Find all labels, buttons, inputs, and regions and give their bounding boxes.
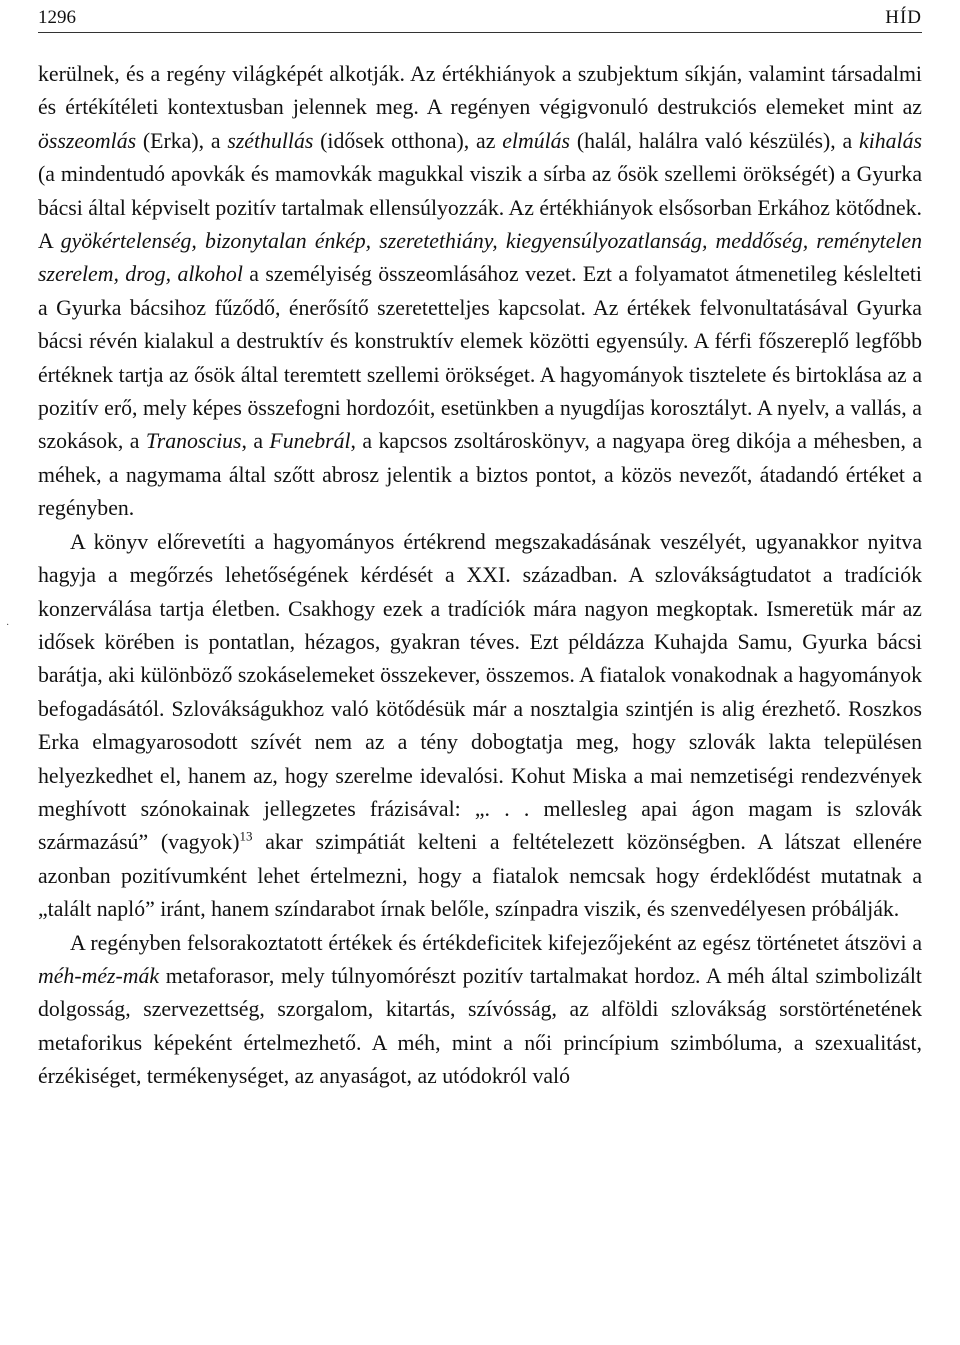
text-run: , a [241, 429, 270, 454]
italic-term: Tranoscius [145, 429, 242, 454]
paragraph-1 [38, 58, 922, 526]
italic-term: elmúlás [502, 128, 571, 153]
text-run: (halál, halálra való készülés), a [570, 128, 860, 153]
text-run: (idősek otthona), az [313, 128, 503, 153]
italic-term: gyökértelenség, bizonytalan énkép, szeretethiány, kiegyensúlyozatlanság, meddőség, reménytelen szerelem, drog, alkohol [38, 229, 922, 287]
text-run: kerülnek, és a regény világképét alkotják. Az értékhiányok a szubjektum síkján, valamint társadalmi és értékítéleti kontextusban jelennek meg. A regényen végigvonuló destrukciós elemeket mint az [38, 62, 922, 120]
text-run: metaforasor, mely túlnyomórészt pozitív tartalmakat hordoz. A méh által szimbolizált dolgosság, szervezettség, szorgalom, kitartás, szívósság, az alföldi szlovákság sorstörténetének metaforikus képeként értelmezhető. A méh, mint a női princípium szimbóluma, a szexualitást, érzékiséget, termékenységet, az anyaságot, az utódokról való [38, 963, 922, 1089]
text-run: a személyiség összeomlásához vezet. Ezt a folyamatot átmenetileg késlelteti a Gyurka bácsihoz fűződő, énerősítő szeretetteljes kapcsolat. Az értékek felvonultatásával Gyurka bácsi révén kialakul a destruktív és konstruktív elemek közötti egyensúly. A férfi főszereplő legfőbb értéknek tartja az ősök által teremtett szellemi örökséget. A hagyományok tisztelete és birtoklása az a pozitív erő, mely képes összefogni hordozóit, esetünkben a nyugdíjas korosztályt. A nyelv, a vallás, a szokások, a [38, 262, 922, 454]
text-run: (Erka), a [136, 128, 228, 153]
body-text [38, 58, 922, 1094]
text-run: akar szimpátiát kelteni a feltételezett közönségben. A látszat ellenére azonban pozitívumként lehet értelmezni, hogy a fiatalok nemcsak hogy érdeklődést mutatnak a „talált napló” iránt, hanem színdarabot írnak belőle, színpadra viszik, és szenvedélyesen próbálják. [38, 830, 922, 922]
italic-term: széthullás [227, 128, 314, 153]
text-run: A könyv előrevetíti a hagyományos értékrend megszakadásának veszélyét, ugyanakkor nyitva hagyja a megőrzés lehetőségének kérdését a XXI. században. A szlovákságtudatot a tradíciók konzerválása tartja életben. Csakhogy ezek a tradíciók mára nagyon megkoptak. Ismeretük már az idősek körében is pontatlan, hézagos, gyakran téves. Ezt példázza Kuhajda Samu, Gyurka bácsi barátja, aki különböző szokáselemeket összekever, összemos. A fiatalok vonakodnak a hagyományok befogadásától. Szlovákságukhoz való kötődésük már a nosztalgia szintjén is alig érezhető. Roszkos Erka elmagyarosodott szívét nem az a tény dobogtatja meg, hogy szlovák lakta településen helyezkedhet el, hanem az, hogy szerelme idevalósi. Kohut Miska a mai nemzetiségi rendezvények meghívott szónokainak jellegzetes frázisával: „. . . mellesleg apai ágon magam is szlovák származású” (vagyok) [38, 529, 922, 855]
paragraph-2 [38, 526, 922, 927]
italic-term: kihalás [859, 128, 922, 153]
italic-term: összeomlás [38, 128, 137, 153]
text-run: (a mindentudó apovkák és mamovkák magukkal viszik a sírba az ősök szellemi örökségét) a Gyurka bácsi által képviselt pozitív tartalmak ellensúlyozzák. Az értékhiányok elsősorban Erkához kötődnek. A [38, 162, 922, 254]
page-number: 1296 [38, 7, 76, 28]
running-header [38, 4, 922, 33]
text-run: , a kapcsos zsoltároskönyv, a nagyapa öreg dikója a méhesben, a méhek, a nagymama által szőtt abrosz jelentik a biztos pontot, a közös nevezőt, átadandó értéket a regényben. [38, 429, 922, 521]
text-run: A regényben felsorakoztatott értékek és értékdeficitek kifejezőjeként az egész történetet átszövi a [70, 930, 922, 955]
margin-mark: · [6, 620, 10, 631]
journal-title: HÍD [885, 7, 922, 28]
italic-term: méh-méz-mák [38, 963, 160, 988]
italic-term: Funebrál [269, 429, 351, 454]
footnote-ref: 13 [239, 829, 253, 845]
paragraph-3 [38, 927, 922, 1094]
